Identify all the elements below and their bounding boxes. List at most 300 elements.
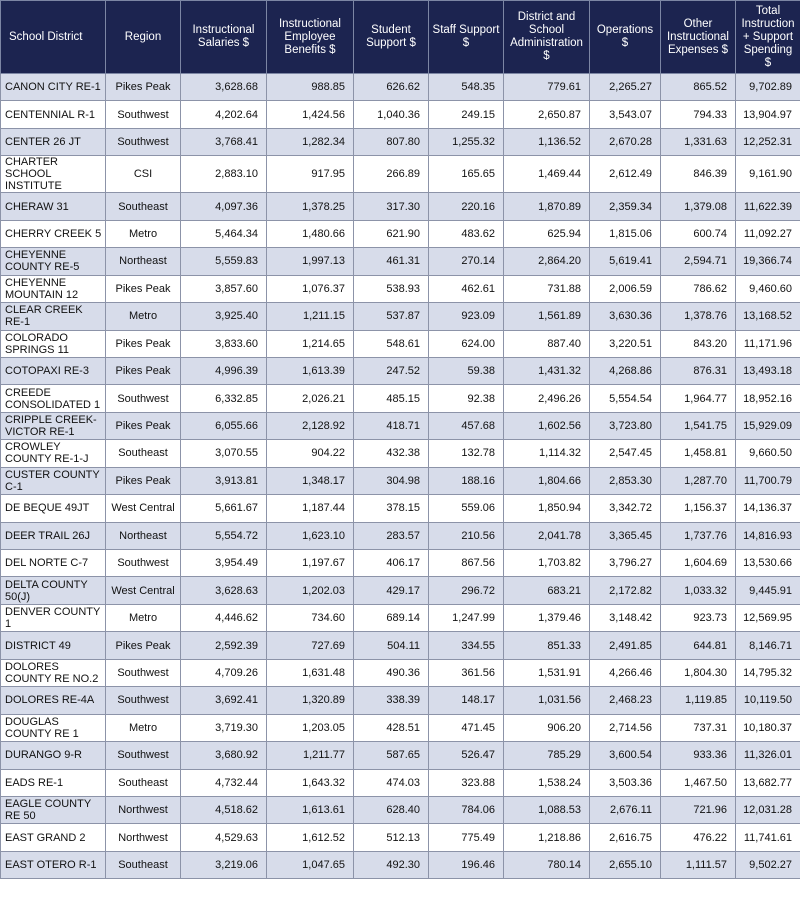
cell-region: Pikes Peak [106,632,181,659]
cell-school-district: CHEYENNE COUNTY RE-5 [1,248,106,275]
cell-district-school-administration: 851.33 [504,632,590,659]
cell-operations: 3,723.80 [590,412,661,439]
cell-student-support: 429.17 [354,577,429,604]
cell-other-instructional-expenses: 1,378.76 [661,303,736,330]
header-school-district: School District [1,1,106,74]
cell-operations: 3,503.36 [590,769,661,796]
header-row [1,1,800,74]
cell-operations: 5,619.41 [590,248,661,275]
cell-total-spending: 19,366.74 [736,248,800,275]
cell-total-spending: 9,660.50 [736,440,800,467]
cell-other-instructional-expenses: 1,156.37 [661,495,736,522]
cell-operations: 4,268.86 [590,357,661,384]
table-row [1,128,800,155]
cell-other-instructional-expenses: 1,804.30 [661,659,736,686]
cell-operations: 2,676.11 [590,796,661,823]
cell-staff-support: 775.49 [429,824,504,851]
table-row [1,495,800,522]
cell-staff-support: 361.56 [429,659,504,686]
cell-school-district: DEER TRAIL 26J [1,522,106,549]
cell-region: Southwest [106,101,181,128]
cell-region: Metro [106,220,181,247]
cell-total-spending: 10,119.50 [736,687,800,714]
table-row [1,156,800,193]
cell-staff-support: 92.38 [429,385,504,412]
cell-total-spending: 11,092.27 [736,220,800,247]
cell-region: Southwest [106,550,181,577]
cell-region: Pikes Peak [106,275,181,302]
cell-staff-support: 559.06 [429,495,504,522]
cell-staff-support: 249.15 [429,101,504,128]
cell-staff-support: 296.72 [429,577,504,604]
cell-other-instructional-expenses: 786.62 [661,275,736,302]
cell-staff-support: 624.00 [429,330,504,357]
cell-district-school-administration: 683.21 [504,577,590,604]
cell-total-spending: 9,161.90 [736,156,800,193]
table-row [1,632,800,659]
cell-school-district: DOLORES COUNTY RE NO.2 [1,659,106,686]
cell-operations: 2,616.75 [590,824,661,851]
cell-instructional-employee-benefits: 1,613.39 [267,357,354,384]
cell-instructional-salaries: 3,070.55 [181,440,267,467]
cell-operations: 3,543.07 [590,101,661,128]
cell-other-instructional-expenses: 933.36 [661,742,736,769]
cell-staff-support: 196.46 [429,851,504,878]
cell-instructional-employee-benefits: 1,623.10 [267,522,354,549]
table-row [1,467,800,494]
cell-student-support: 537.87 [354,303,429,330]
cell-staff-support: 867.56 [429,550,504,577]
cell-total-spending: 11,171.96 [736,330,800,357]
table-row [1,303,800,330]
cell-district-school-administration: 1,031.56 [504,687,590,714]
table-body [1,74,800,879]
cell-student-support: 538.93 [354,275,429,302]
cell-instructional-salaries: 3,219.06 [181,851,267,878]
cell-student-support: 474.03 [354,769,429,796]
cell-instructional-employee-benefits: 1,187.44 [267,495,354,522]
table-row [1,357,800,384]
cell-school-district: EAST GRAND 2 [1,824,106,851]
cell-other-instructional-expenses: 1,458.81 [661,440,736,467]
cell-student-support: 428.51 [354,714,429,741]
header-instructional-salaries: Instructional Salaries $ [181,1,267,74]
cell-staff-support: 923.09 [429,303,504,330]
cell-total-spending: 11,741.61 [736,824,800,851]
cell-region: Pikes Peak [106,357,181,384]
cell-school-district: CUSTER COUNTY C-1 [1,467,106,494]
cell-other-instructional-expenses: 1,737.76 [661,522,736,549]
cell-district-school-administration: 1,431.32 [504,357,590,384]
cell-district-school-administration: 1,379.46 [504,604,590,631]
cell-student-support: 338.39 [354,687,429,714]
cell-operations: 4,266.46 [590,659,661,686]
cell-operations: 2,655.10 [590,851,661,878]
cell-district-school-administration: 1,602.56 [504,412,590,439]
table-row [1,248,800,275]
table-row [1,74,800,101]
cell-district-school-administration: 1,469.44 [504,156,590,193]
cell-school-district: DOLORES RE-4A [1,687,106,714]
cell-operations: 2,547.45 [590,440,661,467]
header-other-instructional-expenses: Other Instructional Expenses $ [661,1,736,74]
cell-other-instructional-expenses: 1,331.63 [661,128,736,155]
cell-total-spending: 13,904.97 [736,101,800,128]
cell-student-support: 406.17 [354,550,429,577]
cell-instructional-salaries: 3,857.60 [181,275,267,302]
header-operations: Operations $ [590,1,661,74]
cell-total-spending: 9,502.27 [736,851,800,878]
cell-other-instructional-expenses: 846.39 [661,156,736,193]
cell-staff-support: 165.65 [429,156,504,193]
cell-student-support: 628.40 [354,796,429,823]
cell-student-support: 378.15 [354,495,429,522]
header-total-spending: Total Instruction + Support Spending $ [736,1,800,74]
cell-staff-support: 148.17 [429,687,504,714]
cell-instructional-employee-benefits: 917.95 [267,156,354,193]
cell-instructional-employee-benefits: 1,348.17 [267,467,354,494]
cell-school-district: DEL NORTE C-7 [1,550,106,577]
cell-instructional-employee-benefits: 1,047.65 [267,851,354,878]
cell-operations: 2,265.27 [590,74,661,101]
cell-total-spending: 14,136.37 [736,495,800,522]
cell-instructional-employee-benefits: 1,643.32 [267,769,354,796]
cell-region: West Central [106,495,181,522]
cell-total-spending: 14,816.93 [736,522,800,549]
cell-other-instructional-expenses: 1,111.57 [661,851,736,878]
cell-district-school-administration: 1,531.91 [504,659,590,686]
cell-operations: 3,148.42 [590,604,661,631]
cell-region: Southwest [106,742,181,769]
cell-region: Metro [106,604,181,631]
cell-other-instructional-expenses: 600.74 [661,220,736,247]
table-row [1,687,800,714]
cell-instructional-employee-benefits: 1,282.34 [267,128,354,155]
cell-total-spending: 12,031.28 [736,796,800,823]
cell-operations: 2,853.30 [590,467,661,494]
cell-instructional-employee-benefits: 1,613.61 [267,796,354,823]
table-row [1,220,800,247]
cell-school-district: DURANGO 9-R [1,742,106,769]
cell-total-spending: 11,326.01 [736,742,800,769]
cell-operations: 2,359.34 [590,193,661,220]
cell-total-spending: 10,180.37 [736,714,800,741]
table-row [1,330,800,357]
cell-region: Northwest [106,824,181,851]
cell-district-school-administration: 887.40 [504,330,590,357]
cell-instructional-salaries: 3,768.41 [181,128,267,155]
cell-student-support: 504.11 [354,632,429,659]
cell-instructional-employee-benefits: 1,424.56 [267,101,354,128]
cell-district-school-administration: 2,041.78 [504,522,590,549]
cell-region: Metro [106,303,181,330]
cell-total-spending: 11,700.79 [736,467,800,494]
cell-total-spending: 11,622.39 [736,193,800,220]
cell-school-district: COTOPAXI RE-3 [1,357,106,384]
table-row [1,522,800,549]
cell-total-spending: 18,952.16 [736,385,800,412]
cell-school-district: EADS RE-1 [1,769,106,796]
cell-school-district: CHERRY CREEK 5 [1,220,106,247]
cell-school-district: CHEYENNE MOUNTAIN 12 [1,275,106,302]
cell-staff-support: 526.47 [429,742,504,769]
cell-operations: 3,600.54 [590,742,661,769]
cell-total-spending: 12,252.31 [736,128,800,155]
cell-instructional-salaries: 4,709.26 [181,659,267,686]
cell-other-instructional-expenses: 1,964.77 [661,385,736,412]
cell-region: Metro [106,714,181,741]
cell-total-spending: 9,460.60 [736,275,800,302]
cell-instructional-salaries: 5,554.72 [181,522,267,549]
cell-student-support: 266.89 [354,156,429,193]
cell-instructional-salaries: 4,097.36 [181,193,267,220]
cell-staff-support: 210.56 [429,522,504,549]
cell-total-spending: 9,445.91 [736,577,800,604]
cell-staff-support: 270.14 [429,248,504,275]
cell-district-school-administration: 1,561.89 [504,303,590,330]
cell-operations: 5,554.54 [590,385,661,412]
cell-school-district: DE BEQUE 49JT [1,495,106,522]
cell-other-instructional-expenses: 865.52 [661,74,736,101]
cell-district-school-administration: 1,088.53 [504,796,590,823]
cell-other-instructional-expenses: 876.31 [661,357,736,384]
cell-instructional-employee-benefits: 1,480.66 [267,220,354,247]
cell-school-district: CENTER 26 JT [1,128,106,155]
header-region: Region [106,1,181,74]
cell-instructional-salaries: 4,446.62 [181,604,267,631]
header-student-support: Student Support $ [354,1,429,74]
cell-total-spending: 13,168.52 [736,303,800,330]
cell-region: Southwest [106,128,181,155]
cell-other-instructional-expenses: 476.22 [661,824,736,851]
cell-instructional-employee-benefits: 1,211.77 [267,742,354,769]
cell-district-school-administration: 1,218.86 [504,824,590,851]
cell-operations: 2,006.59 [590,275,661,302]
cell-instructional-employee-benefits: 1,076.37 [267,275,354,302]
table-row [1,193,800,220]
cell-instructional-employee-benefits: 734.60 [267,604,354,631]
cell-staff-support: 462.61 [429,275,504,302]
cell-other-instructional-expenses: 1,287.70 [661,467,736,494]
header-staff-support: Staff Support $ [429,1,504,74]
cell-student-support: 485.15 [354,385,429,412]
cell-other-instructional-expenses: 1,467.50 [661,769,736,796]
cell-operations: 2,491.85 [590,632,661,659]
cell-instructional-salaries: 4,202.64 [181,101,267,128]
header-district-school-administration: District and School Administration $ [504,1,590,74]
cell-instructional-employee-benefits: 2,026.21 [267,385,354,412]
cell-operations: 2,612.49 [590,156,661,193]
cell-instructional-salaries: 3,692.41 [181,687,267,714]
cell-instructional-employee-benefits: 1,997.13 [267,248,354,275]
cell-instructional-employee-benefits: 1,211.15 [267,303,354,330]
cell-other-instructional-expenses: 843.20 [661,330,736,357]
cell-total-spending: 14,795.32 [736,659,800,686]
cell-school-district: DELTA COUNTY 50(J) [1,577,106,604]
cell-staff-support: 471.45 [429,714,504,741]
cell-student-support: 689.14 [354,604,429,631]
cell-staff-support: 1,255.32 [429,128,504,155]
cell-school-district: CHERAW 31 [1,193,106,220]
cell-region: Southeast [106,851,181,878]
table-row [1,714,800,741]
cell-region: CSI [106,156,181,193]
cell-instructional-employee-benefits: 1,203.05 [267,714,354,741]
cell-instructional-salaries: 3,628.63 [181,577,267,604]
cell-school-district: CREEDE CONSOLIDATED 1 [1,385,106,412]
table-row [1,385,800,412]
cell-instructional-salaries: 6,332.85 [181,385,267,412]
cell-total-spending: 9,702.89 [736,74,800,101]
cell-school-district: EAGLE COUNTY RE 50 [1,796,106,823]
cell-total-spending: 8,146.71 [736,632,800,659]
cell-instructional-employee-benefits: 1,320.89 [267,687,354,714]
cell-instructional-employee-benefits: 1,631.48 [267,659,354,686]
cell-school-district: CHARTER SCHOOL INSTITUTE [1,156,106,193]
cell-total-spending: 13,530.66 [736,550,800,577]
cell-other-instructional-expenses: 1,541.75 [661,412,736,439]
cell-region: Southwest [106,659,181,686]
cell-school-district: CRIPPLE CREEK-VICTOR RE-1 [1,412,106,439]
cell-region: Pikes Peak [106,412,181,439]
cell-student-support: 432.38 [354,440,429,467]
cell-staff-support: 483.62 [429,220,504,247]
cell-district-school-administration: 1,804.66 [504,467,590,494]
cell-operations: 3,796.27 [590,550,661,577]
table-row [1,101,800,128]
table-row [1,851,800,878]
cell-student-support: 461.31 [354,248,429,275]
cell-school-district: DISTRICT 49 [1,632,106,659]
cell-instructional-employee-benefits: 727.69 [267,632,354,659]
table-row [1,577,800,604]
cell-region: Southeast [106,769,181,796]
cell-operations: 3,220.51 [590,330,661,357]
cell-instructional-salaries: 2,592.39 [181,632,267,659]
cell-student-support: 807.80 [354,128,429,155]
cell-operations: 2,172.82 [590,577,661,604]
table-row [1,604,800,631]
cell-student-support: 512.13 [354,824,429,851]
cell-district-school-administration: 2,650.87 [504,101,590,128]
cell-instructional-salaries: 6,055.66 [181,412,267,439]
cell-other-instructional-expenses: 2,594.71 [661,248,736,275]
cell-student-support: 304.98 [354,467,429,494]
cell-instructional-employee-benefits: 904.22 [267,440,354,467]
cell-instructional-salaries: 3,913.81 [181,467,267,494]
cell-student-support: 317.30 [354,193,429,220]
cell-total-spending: 15,929.09 [736,412,800,439]
cell-student-support: 247.52 [354,357,429,384]
cell-district-school-administration: 731.88 [504,275,590,302]
cell-district-school-administration: 1,114.32 [504,440,590,467]
cell-other-instructional-expenses: 721.96 [661,796,736,823]
cell-region: Southeast [106,440,181,467]
cell-district-school-administration: 780.14 [504,851,590,878]
cell-region: Pikes Peak [106,330,181,357]
cell-district-school-administration: 1,850.94 [504,495,590,522]
cell-district-school-administration: 779.61 [504,74,590,101]
table-row [1,550,800,577]
cell-staff-support: 323.88 [429,769,504,796]
cell-district-school-administration: 1,870.89 [504,193,590,220]
cell-other-instructional-expenses: 1,033.32 [661,577,736,604]
cell-instructional-salaries: 5,464.34 [181,220,267,247]
cell-student-support: 621.90 [354,220,429,247]
cell-instructional-employee-benefits: 1,214.65 [267,330,354,357]
cell-district-school-administration: 906.20 [504,714,590,741]
cell-instructional-employee-benefits: 1,197.67 [267,550,354,577]
table-row [1,659,800,686]
cell-total-spending: 12,569.95 [736,604,800,631]
cell-other-instructional-expenses: 794.33 [661,101,736,128]
cell-instructional-salaries: 3,628.68 [181,74,267,101]
cell-operations: 2,714.56 [590,714,661,741]
cell-school-district: COLORADO SPRINGS 11 [1,330,106,357]
cell-operations: 2,468.23 [590,687,661,714]
cell-staff-support: 188.16 [429,467,504,494]
cell-instructional-salaries: 4,518.62 [181,796,267,823]
cell-instructional-salaries: 4,732.44 [181,769,267,796]
cell-operations: 3,630.36 [590,303,661,330]
cell-student-support: 587.65 [354,742,429,769]
cell-total-spending: 13,493.18 [736,357,800,384]
cell-instructional-employee-benefits: 988.85 [267,74,354,101]
table-row [1,742,800,769]
cell-district-school-administration: 1,703.82 [504,550,590,577]
cell-operations: 1,815.06 [590,220,661,247]
cell-other-instructional-expenses: 737.31 [661,714,736,741]
cell-staff-support: 784.06 [429,796,504,823]
cell-staff-support: 1,247.99 [429,604,504,631]
cell-instructional-salaries: 3,833.60 [181,330,267,357]
cell-instructional-salaries: 3,680.92 [181,742,267,769]
cell-total-spending: 13,682.77 [736,769,800,796]
cell-region: Southwest [106,687,181,714]
cell-staff-support: 548.35 [429,74,504,101]
cell-instructional-salaries: 4,529.63 [181,824,267,851]
cell-school-district: CROWLEY COUNTY RE-1-J [1,440,106,467]
table-row [1,440,800,467]
cell-region: Pikes Peak [106,74,181,101]
cell-student-support: 626.62 [354,74,429,101]
cell-school-district: CANON CITY RE-1 [1,74,106,101]
cell-school-district: CENTENNIAL R-1 [1,101,106,128]
cell-region: Northeast [106,522,181,549]
cell-school-district: DENVER COUNTY 1 [1,604,106,631]
cell-region: West Central [106,577,181,604]
cell-region: Pikes Peak [106,467,181,494]
cell-staff-support: 457.68 [429,412,504,439]
cell-student-support: 490.36 [354,659,429,686]
cell-student-support: 1,040.36 [354,101,429,128]
cell-student-support: 548.61 [354,330,429,357]
cell-instructional-salaries: 3,719.30 [181,714,267,741]
cell-other-instructional-expenses: 644.81 [661,632,736,659]
cell-region: Northwest [106,796,181,823]
cell-instructional-employee-benefits: 1,202.03 [267,577,354,604]
cell-instructional-salaries: 2,883.10 [181,156,267,193]
cell-instructional-salaries: 3,925.40 [181,303,267,330]
table-row [1,275,800,302]
cell-district-school-administration: 2,864.20 [504,248,590,275]
cell-operations: 2,670.28 [590,128,661,155]
cell-student-support: 492.30 [354,851,429,878]
cell-school-district: CLEAR CREEK RE-1 [1,303,106,330]
cell-staff-support: 220.16 [429,193,504,220]
cell-other-instructional-expenses: 1,119.85 [661,687,736,714]
cell-instructional-employee-benefits: 2,128.92 [267,412,354,439]
